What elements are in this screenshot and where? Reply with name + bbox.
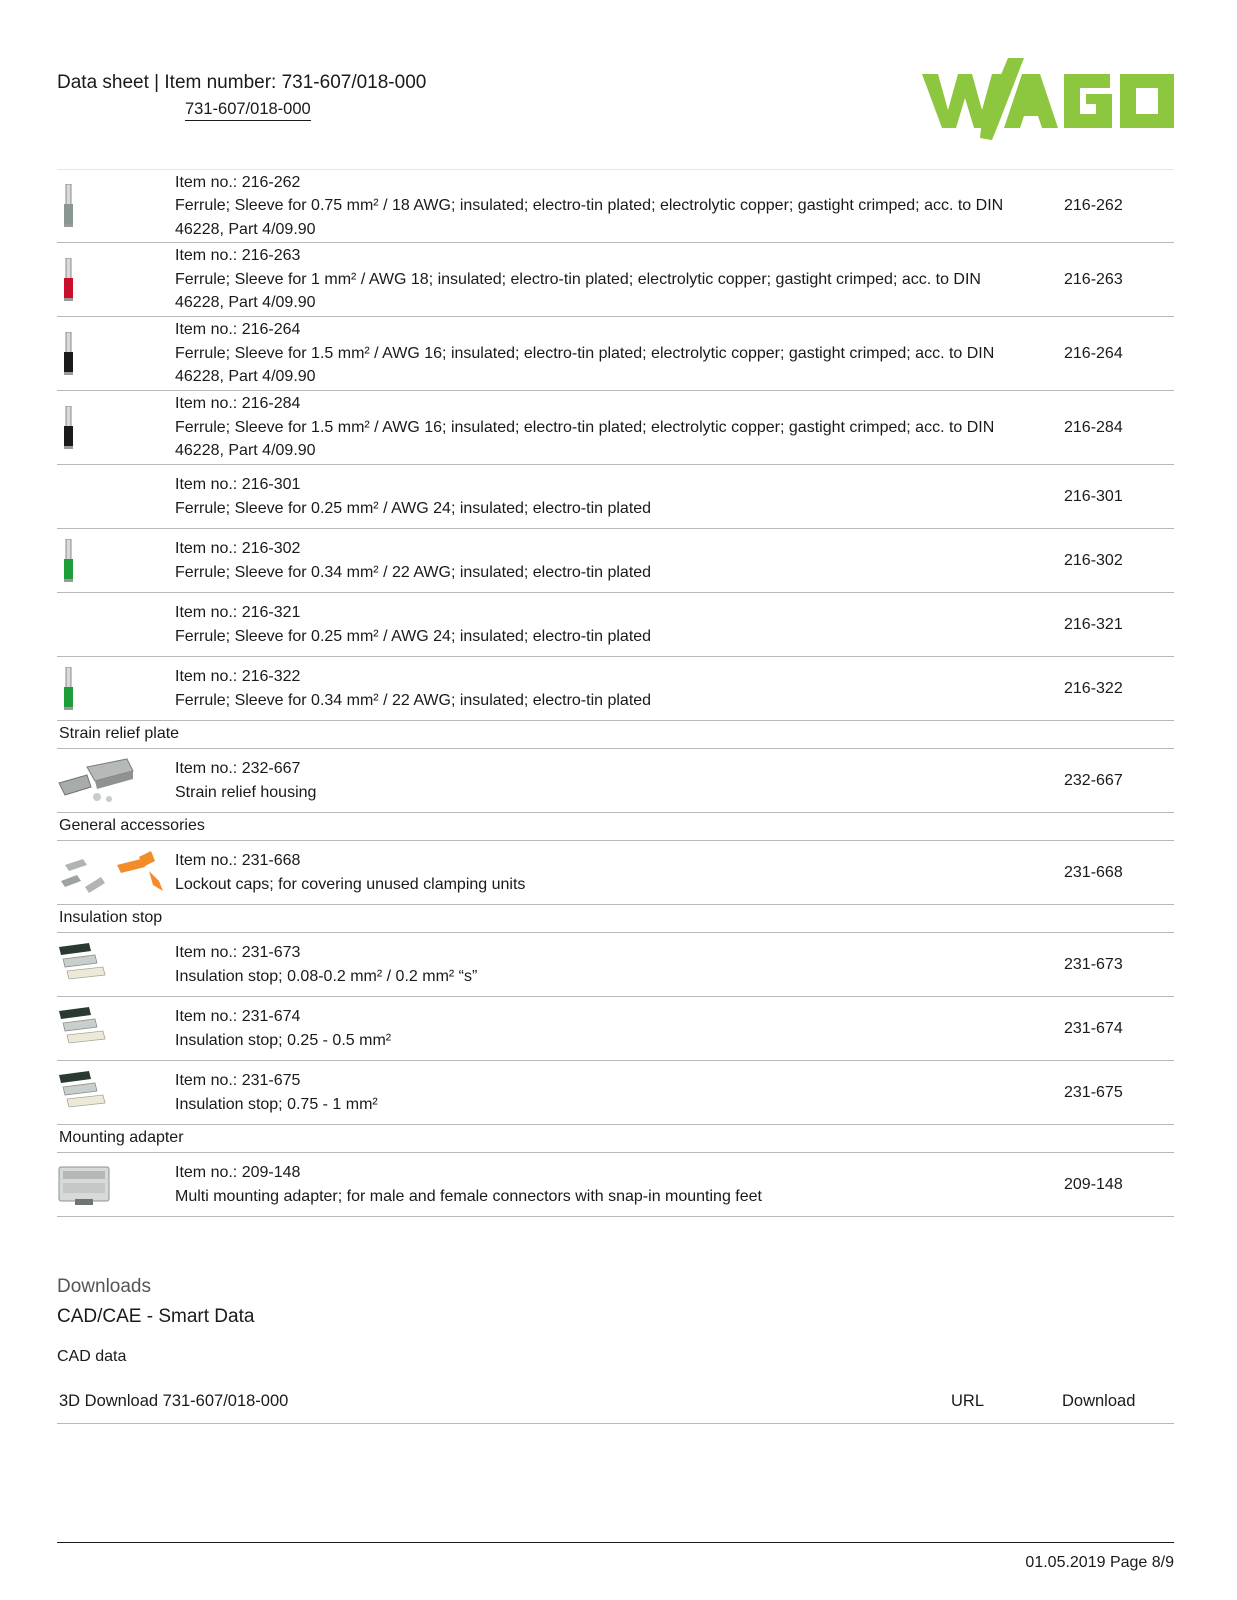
- item-description: Strain relief housing: [175, 783, 317, 801]
- footer-divider: [57, 1542, 1174, 1543]
- item-code: 232-667: [1064, 771, 1123, 789]
- page-title: Data sheet | Item number: 731-607/018-000: [57, 72, 427, 93]
- item-number: Item no.: 231-675: [175, 1072, 301, 1089]
- item-number: Item no.: 232-667: [175, 760, 301, 777]
- accessory-row: [57, 243, 1174, 317]
- item-number: Item no.: 231-674: [175, 1008, 301, 1025]
- item-description: Ferrule; Sleeve for 1.5 mm² / AWG 16; insulated; electro-tin plated; electrolytic copper; gastight crimped; acc. to DIN 46228, Part 4/09.90: [175, 344, 995, 386]
- accessory-row: [57, 529, 1174, 593]
- category-heading: Strain relief plate: [57, 721, 1174, 749]
- download-type: URL: [951, 1392, 985, 1410]
- accessory-row: [57, 1061, 1174, 1125]
- empty-thumbnail: [57, 593, 175, 656]
- item-number: Item no.: 209-148: [175, 1164, 301, 1181]
- item-description: Insulation stop; 0.08-0.2 mm² / 0.2 mm² “s”: [175, 967, 478, 985]
- mounting-adapter-icon: [57, 1153, 175, 1216]
- ferrule-green-icon: [57, 529, 175, 592]
- category-heading: General accessories: [57, 813, 1174, 841]
- item-description: Ferrule; Sleeve for 0.34 mm² / 22 AWG; insulated; electro-tin plated: [175, 691, 652, 709]
- item-code: 216-302: [1064, 551, 1123, 569]
- item-code: 216-284: [1064, 418, 1123, 436]
- accessory-description: [175, 318, 1064, 389]
- item-code: 231-673: [1064, 955, 1123, 973]
- item-number: Item no.: 216-262: [175, 173, 301, 191]
- download-row: [57, 1392, 1174, 1424]
- insulation-stop-icon: [57, 997, 175, 1060]
- lockout-caps-icon: [57, 841, 175, 904]
- accessory-description: [175, 757, 1064, 804]
- accessory-description: [175, 601, 1064, 648]
- item-description: Insulation stop; 0.75 - 1 mm²: [175, 1095, 378, 1113]
- strain-relief-housing-icon: [57, 749, 175, 812]
- accessory-row: [57, 997, 1174, 1061]
- category-heading: Mounting adapter: [57, 1125, 1174, 1153]
- accessory-row: [57, 841, 1174, 905]
- item-code: 216-264: [1064, 344, 1123, 362]
- item-description: Ferrule; Sleeve for 0.75 mm² / 18 AWG; insulated; electro-tin plated; electrolytic copper; gastight crimped; acc. to DIN 46228, Part 4/09.90: [175, 197, 1004, 238]
- ferrule-green-icon: [57, 657, 175, 720]
- download-link[interactable]: Download: [1062, 1392, 1136, 1410]
- accessory-row: [57, 749, 1174, 813]
- accessory-description: [175, 1161, 1064, 1208]
- item-description: Ferrule; Sleeve for 1 mm² / AWG 18; insulated; electro-tin plated; electrolytic copper; gastight crimped; acc. to DIN 46228, Part 4/09.90: [175, 270, 981, 312]
- accessory-description: [175, 1069, 1064, 1116]
- item-number: Item no.: 231-673: [175, 944, 301, 961]
- downloads-heading: Downloads: [57, 1276, 151, 1297]
- item-description: Insulation stop; 0.25 - 0.5 mm²: [175, 1031, 392, 1049]
- item-code: 216-321: [1064, 615, 1123, 633]
- cad-data-heading: CAD data: [57, 1348, 127, 1365]
- accessory-description: [175, 941, 1064, 988]
- ferrule-red-icon: [57, 243, 175, 316]
- insulation-stop-icon: [57, 933, 175, 996]
- accessory-description: [175, 849, 1064, 896]
- accessory-description: [175, 537, 1064, 584]
- accessory-row: [57, 593, 1174, 657]
- accessory-row: [57, 933, 1174, 997]
- accessory-list: [57, 169, 1174, 1217]
- item-code: 209-148: [1064, 1175, 1123, 1193]
- accessory-row: [57, 657, 1174, 721]
- download-name: 3D Download 731-607/018-000: [59, 1392, 289, 1410]
- item-description: Ferrule; Sleeve for 1.5 mm² / AWG 16; insulated; electro-tin plated; electrolytic copper; gastight crimped; acc. to DIN 46228, Part 4/09.90: [175, 418, 995, 460]
- item-number: Item no.: 216-322: [175, 668, 301, 685]
- accessory-row: [57, 317, 1174, 391]
- item-code: 231-668: [1064, 863, 1123, 881]
- accessory-description: [175, 171, 1064, 242]
- item-description: Lockout caps; for covering unused clamping units: [175, 875, 526, 893]
- accessory-row: [57, 465, 1174, 529]
- footer-date-page: 01.05.2019 Page 8/9: [1025, 1554, 1174, 1571]
- item-number: Item no.: 231-668: [175, 852, 301, 869]
- accessory-description: [175, 244, 1064, 315]
- accessory-description: [175, 665, 1064, 712]
- ferrule-gray-icon: [57, 170, 175, 242]
- item-code: 231-674: [1064, 1019, 1123, 1037]
- ferrule-black-icon: [57, 391, 175, 464]
- item-number: Item no.: 216-264: [175, 321, 301, 339]
- item-description: Ferrule; Sleeve for 0.34 mm² / 22 AWG; insulated; electro-tin plated: [175, 563, 652, 581]
- cad-cae-heading: CAD/CAE - Smart Data: [57, 1306, 255, 1327]
- accessory-description: [175, 392, 1064, 463]
- item-description: Ferrule; Sleeve for 0.25 mm² / AWG 24; insulated; electro-tin plated: [175, 499, 652, 517]
- item-code: 216-301: [1064, 487, 1123, 505]
- insulation-stop-icon: [57, 1061, 175, 1124]
- accessory-row: [57, 170, 1174, 243]
- accessory-description: [175, 473, 1064, 520]
- empty-thumbnail: [57, 465, 175, 528]
- item-code: 216-262: [1064, 197, 1123, 214]
- accessory-row: [57, 1153, 1174, 1217]
- item-code: 216-263: [1064, 270, 1123, 288]
- ferrule-black-icon: [57, 317, 175, 390]
- wago-logo: [922, 58, 1174, 144]
- item-number: Item no.: 216-263: [175, 247, 301, 265]
- accessory-row: [57, 391, 1174, 465]
- item-number: Item no.: 216-301: [175, 476, 301, 493]
- category-heading: Insulation stop: [57, 905, 1174, 933]
- item-description: Multi mounting adapter; for male and female connectors with snap-in mounting feet: [175, 1187, 762, 1205]
- item-number: Item no.: 216-284: [175, 395, 301, 413]
- item-number: Item no.: 216-302: [175, 540, 301, 557]
- item-description: Ferrule; Sleeve for 0.25 mm² / AWG 24; insulated; electro-tin plated: [175, 627, 652, 645]
- accessory-description: [175, 1005, 1064, 1052]
- downloads-section: [57, 1276, 1174, 1424]
- item-number-link[interactable]: 731-607/018-000: [185, 100, 311, 121]
- item-code: 216-322: [1064, 679, 1123, 697]
- item-code: 231-675: [1064, 1083, 1123, 1101]
- item-number: Item no.: 216-321: [175, 604, 301, 621]
